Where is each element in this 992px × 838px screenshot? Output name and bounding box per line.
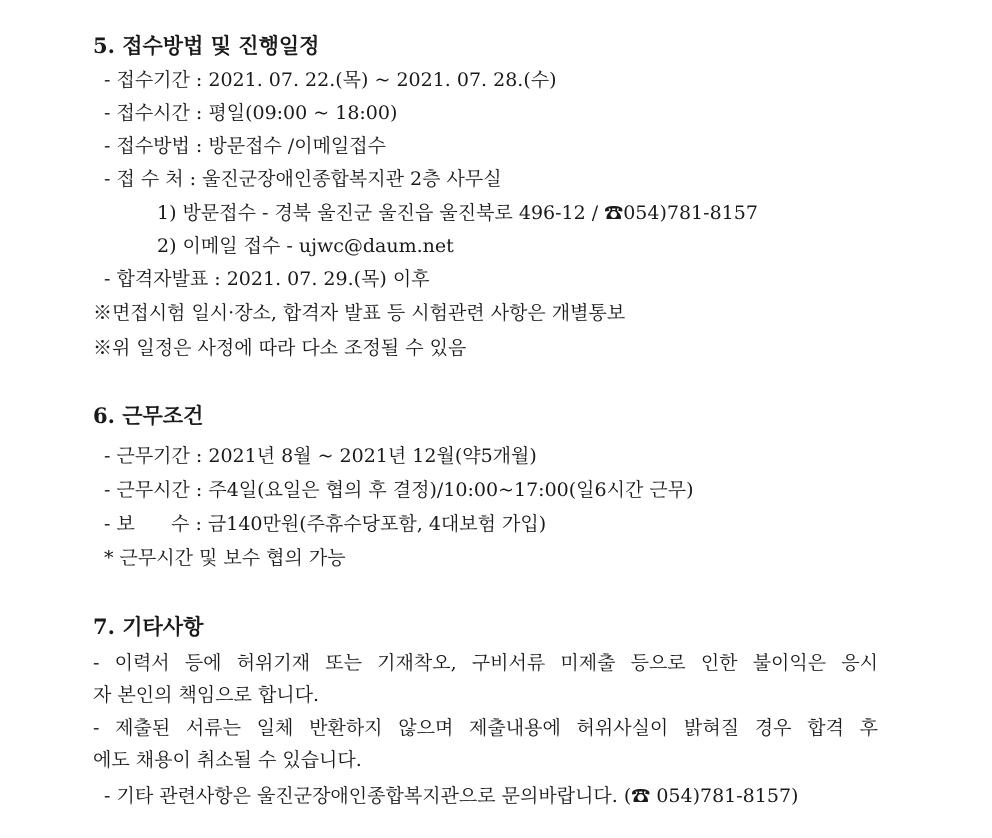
s5-item-announce: - 합격자발표 : 2021. 07. 29.(목) 이후	[104, 268, 430, 290]
section-7-heading: 7. 기타사항	[93, 614, 204, 639]
s5-item-place: - 접 수 처 : 울진군장애인종합복지관 2층 사무실	[104, 168, 502, 190]
section-5-heading: 5. 접수방법 및 진행일정	[93, 33, 320, 58]
s6-item-period: - 근무기간 : 2021년 8월 ~ 2021년 12월(약5개월)	[104, 445, 537, 467]
s5-sub-email: 2) 이메일 접수 - ujwc@daum.net	[157, 235, 454, 257]
s6-item-hours: - 근무시간 : 주4일(요일은 협의 후 결정)/10:00~17:00(일6시간 근무)	[104, 479, 694, 501]
s5-note-schedule: ※위 일정은 사정에 따라 다소 조정될 수 있음	[93, 337, 467, 359]
s7-para1-line1: - 이력서 등에 허위기재 또는 기재착오, 구비서류 미제출 등으로 인한 불이익은 응시	[93, 652, 879, 674]
s7-para2-line1: - 제출된 서류는 일체 반환하지 않으며 제출내용에 허위사실이 밝혀질 경우 합격 후	[93, 717, 878, 739]
s5-sub-visit: 1) 방문접수 - 경북 울진군 울진읍 울진북로 496-12 / ☎054)781-8157	[157, 202, 758, 224]
s5-item-method: - 접수방법 : 방문접수 /이메일접수	[104, 135, 386, 157]
s6-item-pay: - 보 수 : 금140만원(주휴수당포함, 4대보험 가입)	[104, 513, 547, 535]
s6-note-negotiable: * 근무시간 및 보수 협의 가능	[104, 547, 346, 569]
s5-item-period: - 접수기간 : 2021. 07. 22.(목) ~ 2021. 07. 28.(수)	[104, 69, 557, 91]
s7-para2-line2: 에도 채용이 취소될 수 있습니다.	[93, 749, 362, 771]
s5-item-time: - 접수시간 : 평일(09:00 ~ 18:00)	[104, 102, 398, 124]
s5-note-interview: ※면접시험 일시·장소, 합격자 발표 등 시험관련 사항은 개별통보	[93, 302, 626, 324]
section-6-heading: 6. 근무조건	[93, 403, 204, 428]
s7-para3-contact: - 기타 관련사항은 울진군장애인종합복지관으로 문의바랍니다. (☎ 054)781-8157)	[104, 785, 799, 807]
s7-para1-line2: 자 본인의 책임으로 합니다.	[93, 684, 320, 706]
